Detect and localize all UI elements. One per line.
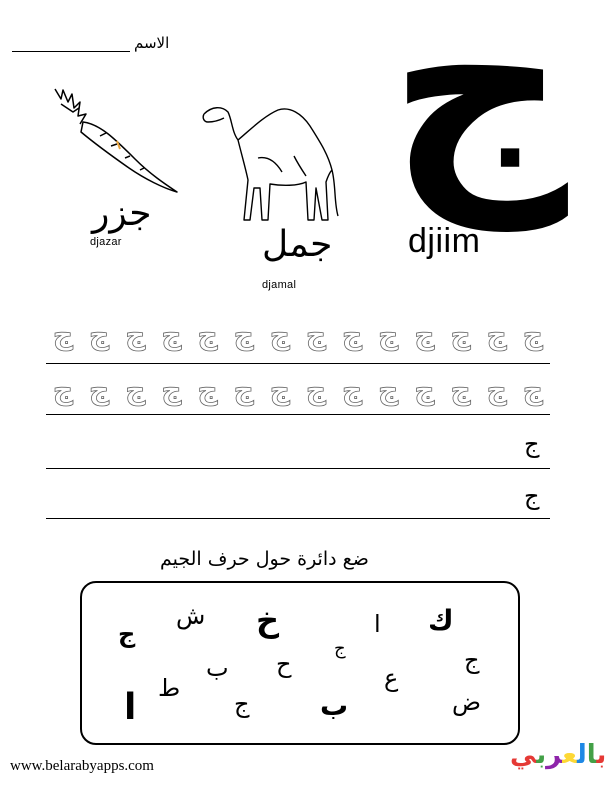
brand-logo: بالعربي [510, 740, 606, 770]
tracing-letter[interactable]: ج [89, 373, 110, 406]
tracing-letter[interactable]: ج [450, 373, 471, 406]
camel-word: جمل [262, 224, 333, 265]
box-letter[interactable]: ج [334, 638, 346, 659]
letter-name: djiim [408, 222, 481, 260]
tracing-letter[interactable]: ج [342, 318, 363, 351]
box-letter[interactable]: ح [276, 650, 292, 678]
tracing-row-1 [46, 315, 550, 355]
tracing-letter[interactable]: ج [52, 373, 74, 406]
box-letter[interactable]: ب [320, 689, 349, 722]
tracing-baseline-2 [46, 414, 550, 415]
tracing-letter[interactable]: ج [342, 373, 363, 406]
tracing-letter[interactable]: ج [233, 318, 254, 351]
writing-line-1[interactable] [46, 468, 550, 469]
tracing-letter[interactable]: ج [522, 318, 543, 351]
box-letter[interactable]: ش [176, 602, 206, 630]
box-letter[interactable]: ا [374, 610, 381, 638]
tracing-letter[interactable]: ج [269, 373, 290, 406]
main-letter: ج [388, 0, 569, 230]
box-letter[interactable]: ب [206, 654, 229, 682]
writing-line-letter-2: ج [524, 482, 540, 510]
box-letter[interactable]: ع [384, 664, 399, 692]
tracing-letter[interactable]: ج [197, 373, 218, 406]
letter-search-box [80, 581, 520, 745]
website-url[interactable]: www.belarabyapps.com [10, 758, 154, 774]
tracing-letter[interactable]: ج [450, 318, 471, 351]
instruction-text: ضع دائرة حول حرف الجيم [160, 548, 369, 570]
writing-line-2[interactable] [46, 518, 550, 519]
tracing-letter[interactable]: ج [486, 373, 507, 406]
tracing-letter[interactable]: ج [197, 318, 218, 351]
tracing-letter[interactable]: ج [522, 373, 543, 406]
tracing-letter[interactable]: ج [486, 318, 507, 351]
tracing-letter[interactable]: ج [378, 318, 399, 351]
tracing-letter[interactable]: ج [125, 373, 146, 406]
box-letter[interactable]: ج [234, 690, 250, 718]
tracing-letter[interactable]: ج [125, 318, 146, 351]
carrot-transliteration: djazar [90, 236, 122, 248]
tracing-letter[interactable]: ج [89, 318, 110, 351]
name-write-line[interactable] [12, 51, 130, 52]
tracing-letter[interactable]: ج [305, 318, 327, 351]
box-letter[interactable]: ك [428, 604, 454, 637]
tracing-row-2 [46, 370, 550, 410]
tracing-letter[interactable]: ج [161, 318, 182, 351]
tracing-letter[interactable]: ج [161, 373, 182, 406]
writing-line-letter-1: ج [524, 430, 540, 458]
tracing-letter[interactable]: ج [269, 318, 290, 351]
box-letter[interactable]: ض [452, 688, 482, 716]
carrot-word: جزر [92, 193, 152, 234]
tracing-letter[interactable]: ج [378, 373, 399, 406]
box-letter[interactable]: ج [118, 620, 136, 648]
box-letter[interactable]: ج [464, 646, 480, 674]
box-letter[interactable]: خ [256, 601, 280, 639]
box-letter[interactable]: ا [124, 687, 137, 728]
tracing-letter[interactable]: ج [414, 318, 435, 351]
tracing-letter[interactable]: ج [414, 373, 435, 406]
tracing-letter[interactable]: ج [52, 318, 74, 351]
box-letter[interactable]: ط [158, 674, 181, 702]
name-label: الاسم [134, 34, 170, 52]
tracing-letter[interactable]: ج [233, 373, 254, 406]
tracing-baseline-1 [46, 363, 550, 364]
tracing-letter[interactable]: ج [305, 373, 327, 406]
carrot-illustration [45, 84, 185, 199]
camel-transliteration: djamal [262, 279, 297, 291]
camel-illustration [198, 96, 348, 228]
